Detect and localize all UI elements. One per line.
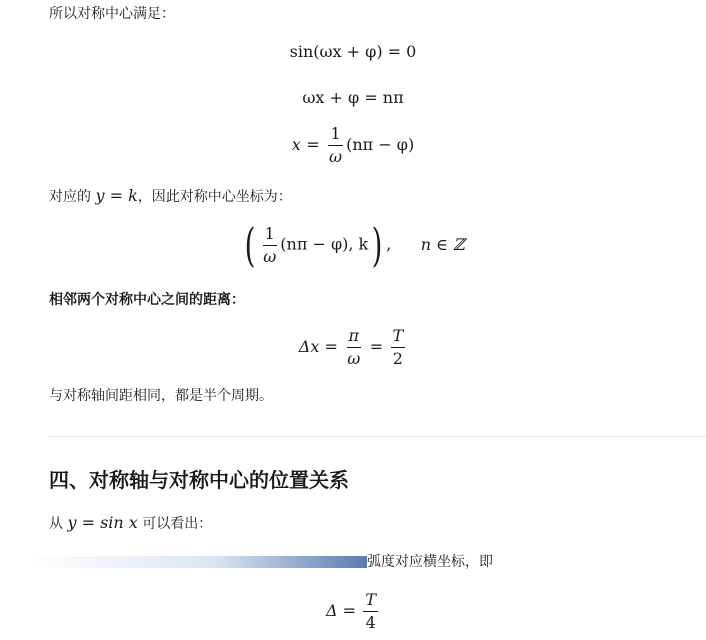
fraction-denominator: ω bbox=[347, 349, 361, 368]
fraction-denominator: 2 bbox=[392, 349, 403, 368]
fraction-numerator: 1 bbox=[328, 124, 342, 146]
left-paren: ( bbox=[244, 218, 256, 272]
equation-phase bbox=[0, 86, 706, 110]
text-suffix: ，因此对称中心坐标为： bbox=[137, 189, 292, 205]
equation-delta-quarter-period bbox=[0, 590, 706, 633]
equation-lhs: Δ = bbox=[325, 601, 356, 620]
fraction-t-over-four bbox=[363, 590, 378, 633]
equation-x-solution bbox=[0, 124, 706, 167]
equation-equals: = bbox=[306, 135, 320, 154]
inline-math: y = sin x bbox=[67, 513, 138, 532]
fraction-numerator: T bbox=[391, 326, 406, 348]
right-paren: ) bbox=[371, 218, 383, 272]
equation-text: sin(ωx + φ) = 0 bbox=[289, 42, 417, 61]
equation-lhs: x bbox=[291, 135, 301, 154]
paragraph-observation bbox=[49, 513, 212, 534]
equation-equals: = bbox=[369, 337, 384, 356]
inline-math: y = k bbox=[95, 186, 138, 205]
fraction-numerator: 1 bbox=[263, 224, 277, 246]
paragraph-adjacent-distance: 相邻两个对称中心之间的距离： bbox=[49, 292, 245, 308]
paragraph-half-period: 与对称轴间距相同，都是半个周期。 bbox=[49, 388, 273, 404]
selection-fade-overlay bbox=[30, 556, 367, 568]
fraction-denominator: ω bbox=[329, 147, 343, 166]
fraction-denominator: ω bbox=[263, 246, 277, 266]
text-prefix: 对应的 bbox=[49, 189, 91, 205]
equation-sin-zero bbox=[0, 40, 706, 64]
text-prefix: 从 bbox=[49, 516, 63, 532]
fraction-numerator: π bbox=[347, 326, 362, 348]
equation-center-coordinates bbox=[0, 218, 706, 272]
section-heading: 四、对称轴与对称中心的位置关系 bbox=[49, 468, 349, 492]
equation-rest: (nπ − φ) bbox=[346, 135, 415, 154]
coordinate-rest: (nπ − φ), k bbox=[280, 234, 369, 254]
fraction-one-over-omega bbox=[261, 224, 278, 267]
integer-condition: n ∈ ℤ bbox=[420, 234, 465, 254]
fraction-one-over-omega bbox=[327, 124, 344, 167]
comma: , bbox=[386, 234, 392, 254]
paragraph-symmetry-center-condition: 所以对称中心满足： bbox=[49, 6, 175, 22]
equation-delta-x bbox=[0, 326, 706, 369]
fraction-numerator: T bbox=[363, 590, 378, 612]
fraction-pi-over-omega bbox=[345, 326, 362, 369]
text-suffix: 可以看出： bbox=[142, 516, 213, 532]
paragraph-corresponding-y bbox=[49, 186, 292, 207]
equation-text: ωx + φ = nπ bbox=[302, 88, 404, 107]
section-divider bbox=[49, 436, 706, 437]
fraction-t-over-two bbox=[391, 326, 406, 369]
fraction-denominator: 4 bbox=[365, 613, 376, 632]
paragraph-radian-coordinate: 弧度对应横坐标，即 bbox=[367, 554, 493, 570]
equation-lhs: Δx = bbox=[298, 337, 338, 356]
